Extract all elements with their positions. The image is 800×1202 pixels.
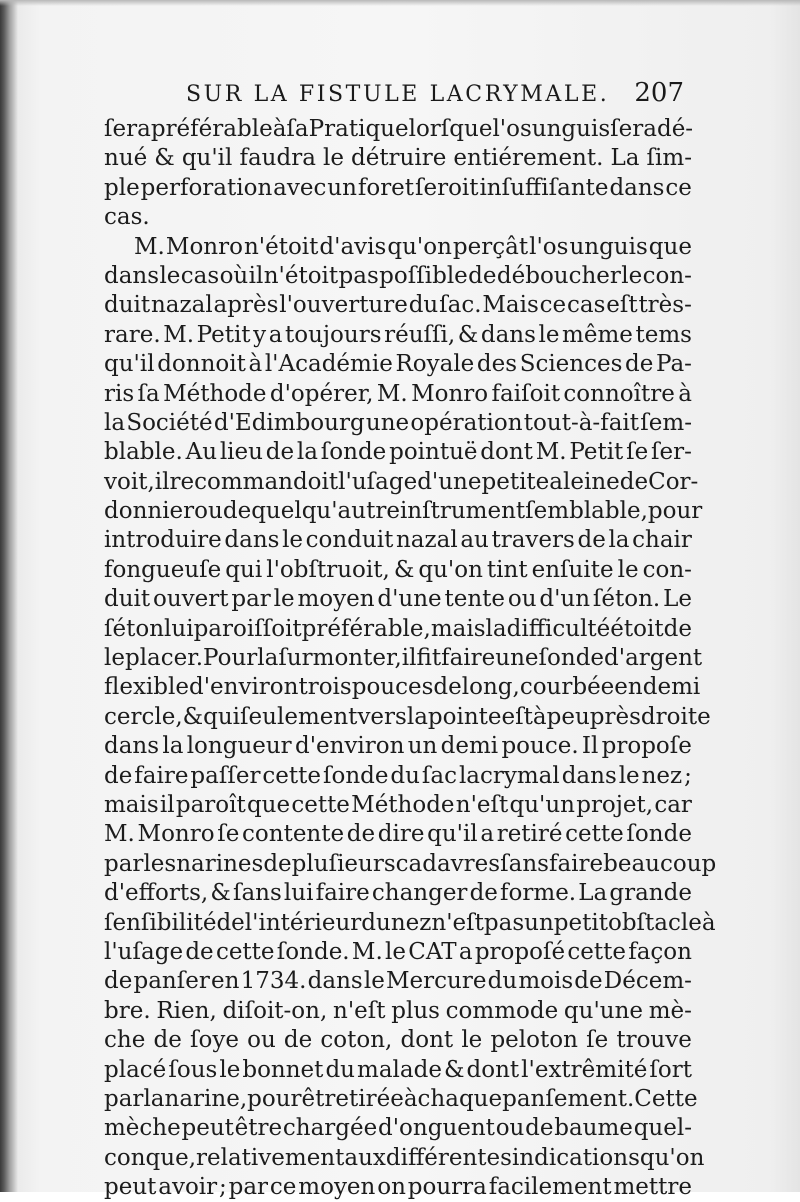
text-line: placé ſous le bonnet du malade & dont l'extrêmité ſort xyxy=(104,1056,692,1083)
text-line: de faire paſſer cette ſonde du ſac lacrymal dans le nez ; xyxy=(104,762,692,789)
text-line: introduire dans le conduit nazal au travers de la chair xyxy=(104,527,692,554)
text-line: par la narine, pour être tirée à chaque panſement. Cette xyxy=(104,1085,698,1112)
text-line: ſéton lui paroiſſoit préférable, mais la difficulté étoit de xyxy=(104,615,692,642)
text-line: blable. Au lieu de la ſonde pointuë dont M. Petit ſe ſer- xyxy=(104,439,692,466)
binding-shadow xyxy=(0,0,18,1192)
text-line: rare. M. Petit y a toujours réuſſi, & dans le même tems xyxy=(104,321,692,348)
page-number: 207 xyxy=(634,78,684,108)
text-line: flexible d'environ trois pouces de long, courbée en demi xyxy=(104,674,701,701)
text-line: duit nazal après l'ouverture du ſac. Mais ce cas eſt très- xyxy=(104,292,692,319)
text-line: le placer. Pour la ſurmonter, il fit faire une ſonde d'argent xyxy=(104,645,703,672)
text-line: ſera préférable à ſa Pratique lorſque l'os unguis ſera dé- xyxy=(104,116,694,142)
text-line: mèche peut être chargée d'onguent ou de baume quel- xyxy=(104,1115,692,1142)
text-line: mais il paroît que cette Méthode n'eſt qu'un projet, car xyxy=(104,791,692,818)
text-line: d'efforts, & ſans lui faire changer de forme. La grande xyxy=(104,880,692,907)
text-line: cercle, & qui ſeulement vers la pointe eſt à peu près droite xyxy=(104,703,711,730)
text-line: ſenſibilité de l'intérieur du nez n'eſt pas un petit obſtacle à xyxy=(104,909,716,936)
text-line: donnier ou de quelqu'autre inſtrument ſemblable, pour xyxy=(104,498,703,525)
text-line: de panſer en 1734. dans le Mercure du mois de Décem- xyxy=(104,968,692,995)
page-top-edge xyxy=(0,0,800,6)
text-line: fongueuſe qui l'obſtruoit, & qu'on tint enſuite le con- xyxy=(104,556,692,583)
text-line: qu'il donnoit à l'Académie Royale des Sciences de Pa- xyxy=(104,351,692,378)
text-line: cas. xyxy=(104,204,150,231)
text-line: M. Monro n'étoit d'avis qu'on perçât l'os unguis que xyxy=(134,233,692,260)
text-line: duit ouvert par le moyen d'une tente ou d'un ſéton. Le xyxy=(104,586,692,613)
text-line: la Société d'Edimbourg une opération tout-à-fait ſem- xyxy=(104,409,692,436)
text-line: par les narines de pluſieurs cadavres ſans faire beaucoup xyxy=(104,850,717,877)
text-line: dans le cas où il n'étoit pas poſſible de déboucher le con- xyxy=(104,262,692,289)
text-line: conque, relativement aux différentes indications qu'on xyxy=(104,1144,705,1171)
running-head: SUR LA FISTULE LACRYMALE. xyxy=(186,82,610,107)
body-text xyxy=(104,115,717,1202)
text-line: nué & qu'il faudra le détruire entiérement. La ſim- xyxy=(104,145,692,172)
text-line: ple perforation avec un foret ſeroit inſuffiſante dans ce xyxy=(104,174,692,201)
text-line: dans la longueur d'environ un demi pouce. Il propoſe xyxy=(104,733,692,760)
text-line: l'uſage de cette ſonde. M. le CAT a propoſé cette façon xyxy=(104,938,692,965)
text-line: ris ſa Méthode d'opérer, M. Monro faiſoit connoître à xyxy=(104,380,692,407)
text-line: voit, il recommandoit l'uſage d'une petite aleine de Cor- xyxy=(104,468,699,495)
text-line: peut avoir ; par ce moyen on pourra facilement mettre xyxy=(104,1174,692,1201)
page-header xyxy=(186,78,684,118)
text-line: bre. Rien, diſoit-on, n'eſt plus commode qu'une mè- xyxy=(104,997,692,1024)
text-line: M. Monro ſe contente de dire qu'il a retiré cette ſonde xyxy=(104,821,692,848)
text-line: che de ſoye ou de coton, dont le peloton ſe trouve xyxy=(104,1027,692,1054)
